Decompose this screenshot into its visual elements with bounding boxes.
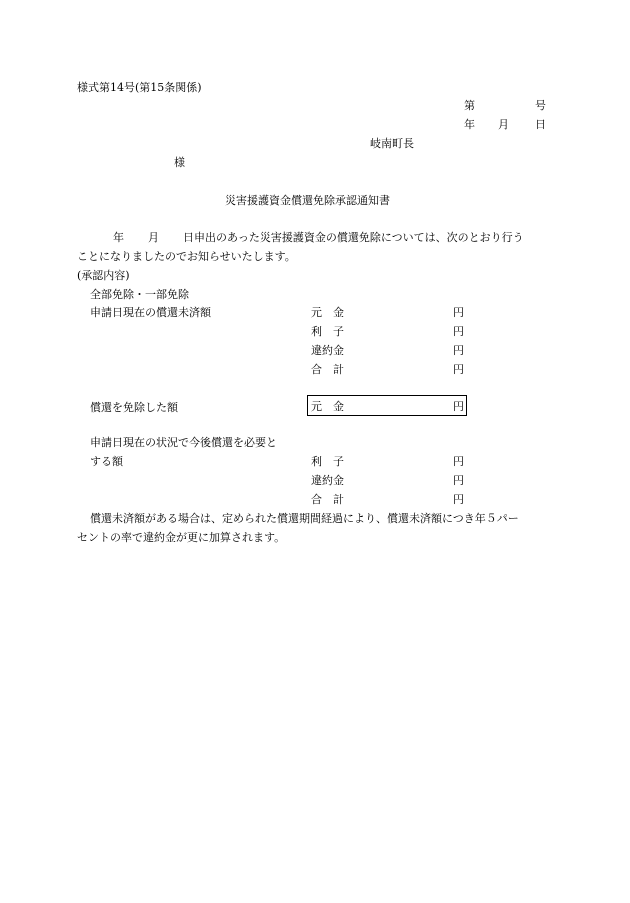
approval-heading: (承認内容) — [77, 269, 130, 282]
date-day: 日 — [535, 118, 546, 131]
required-total-label: 合 計 — [311, 493, 344, 506]
unpaid-interest-label: 利 子 — [311, 325, 344, 338]
recipient-sama: 様 — [174, 156, 185, 169]
unpaid-interest-unit: 円 — [453, 325, 464, 338]
exempted-label: 償還を免除した額 — [90, 401, 178, 414]
form-number: 様式第14号(第15条関係) — [77, 81, 202, 94]
required-label-line2: する額 — [90, 455, 123, 468]
unpaid-principal-label: 元 金 — [311, 306, 344, 319]
exempted-principal-unit: 円 — [453, 400, 464, 413]
unpaid-penalty-label: 違約金 — [311, 344, 344, 357]
document-title: 災害援護資金償還免除承認通知書 — [225, 194, 390, 207]
date-year: 年 — [464, 118, 475, 131]
required-penalty-label: 違約金 — [311, 474, 344, 487]
required-interest-unit: 円 — [453, 455, 464, 468]
number-go: 号 — [535, 99, 546, 112]
unpaid-principal-unit: 円 — [453, 306, 464, 319]
note-line1: 償還未済額がある場合は、定められた償還期間経過により、償還未済額につき年５パー — [90, 512, 519, 525]
sender-mayor: 岐南町長 — [370, 137, 414, 150]
body-text-line2: ことになりましたのでお知らせいたします。 — [77, 250, 296, 263]
required-interest-label: 利 子 — [311, 455, 344, 468]
unpaid-total-unit: 円 — [453, 363, 464, 376]
exempted-principal-label: 元 金 — [311, 400, 344, 413]
date-month: 月 — [498, 118, 509, 131]
unpaid-label: 申請日現在の償還未済額 — [90, 306, 211, 319]
note-line2: セントの率で違約金が更に加算されます。 — [77, 531, 286, 544]
required-label-line1: 申請日現在の状況で今後償還を必要と — [90, 436, 277, 449]
required-penalty-unit: 円 — [453, 474, 464, 487]
required-total-unit: 円 — [453, 493, 464, 506]
number-dai: 第 — [464, 99, 475, 112]
exemption-type: 全部免除・一部免除 — [90, 288, 189, 301]
unpaid-penalty-unit: 円 — [453, 344, 464, 357]
body-month: 月 — [148, 231, 159, 244]
body-text-line1: 日申出のあった災害援護資金の償還免除については、次のとおり行う — [183, 231, 524, 244]
body-year: 年 — [113, 231, 124, 244]
unpaid-total-label: 合 計 — [311, 363, 344, 376]
